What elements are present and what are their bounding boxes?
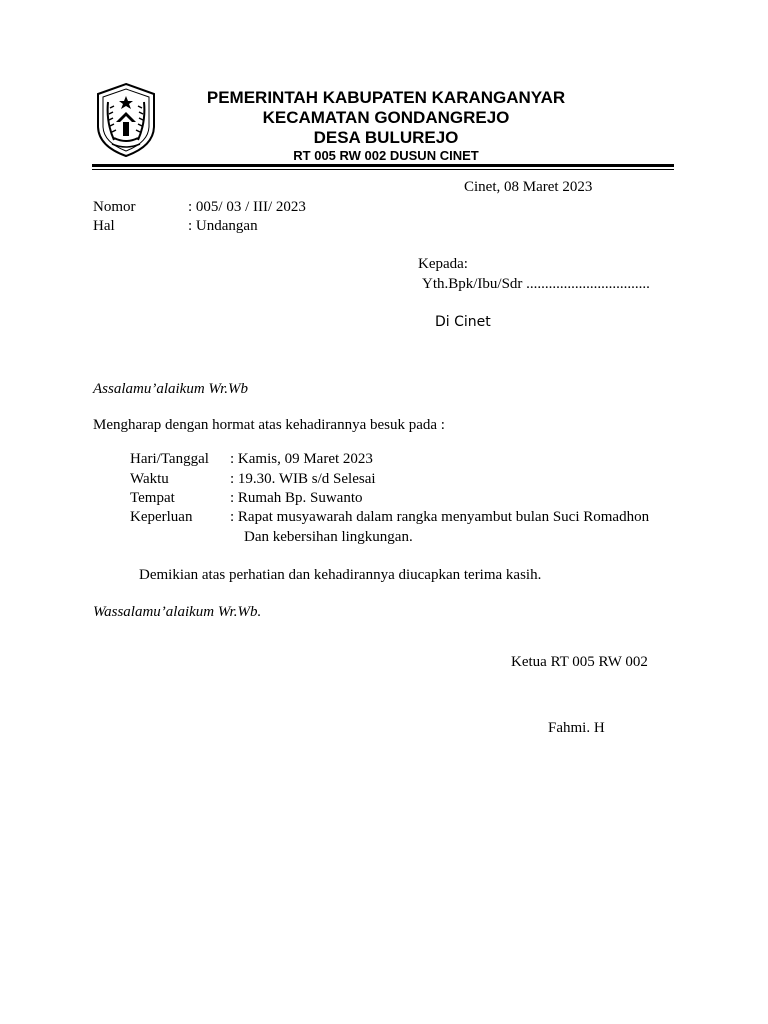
- nomor-value: : 005/ 03 / III/ 2023: [188, 199, 306, 215]
- farewell: Wassalamu’alaikum Wr.Wb.: [93, 604, 262, 620]
- detail-value: : Rumah Bp. Suwanto: [230, 490, 363, 506]
- closing-paragraph: Demikian atas perhatian dan kehadirannya diucapkan terima kasih.: [139, 567, 542, 583]
- detail-label: Hari/Tanggal: [130, 451, 209, 467]
- letterhead-divider-thin: [92, 169, 674, 170]
- letterhead-line2: KECAMATAN GONDANGREJO: [262, 108, 510, 127]
- letterhead-line3: DESA BULUREJO: [313, 128, 459, 147]
- detail-continuation: Dan kebersihan lingkungan.: [244, 529, 413, 545]
- opening-paragraph: Mengharap dengan hormat atas kehadirannya besuk pada :: [93, 417, 445, 433]
- detail-label: Keperluan: [130, 509, 193, 525]
- detail-value: : Kamis, 09 Maret 2023: [230, 451, 373, 467]
- letterhead-line4: RT 005 RW 002 DUSUN CINET: [293, 148, 479, 163]
- hal-value: : Undangan: [188, 218, 258, 234]
- detail-label: Tempat: [130, 490, 175, 506]
- nomor-label: Nomor: [93, 199, 136, 215]
- detail-label: Waktu: [130, 471, 169, 487]
- letterhead-divider-thick: [92, 164, 674, 167]
- letterhead-line1: PEMERINTAH KABUPATEN KARANGANYAR: [206, 88, 566, 107]
- signature-title: Ketua RT 005 RW 002: [511, 654, 648, 670]
- regency-emblem-icon: [94, 82, 158, 158]
- recipient-kepada: Kepada:: [418, 256, 468, 272]
- signature-name: Fahmi. H: [548, 720, 605, 736]
- detail-value: : Rapat musyawarah dalam rangka menyambut bulan Suci Romadhon: [230, 509, 650, 525]
- hal-label: Hal: [93, 218, 115, 234]
- detail-value: : 19.30. WIB s/d Selesai: [230, 471, 376, 487]
- recipient-location: Di Cinet: [435, 314, 491, 330]
- letterhead: [186, 88, 586, 164]
- recipient-yth: Yth.Bpk/Ibu/Sdr .................................: [422, 276, 650, 292]
- place-date: Cinet, 08 Maret 2023: [464, 179, 593, 195]
- greeting: Assalamu’alaikum Wr.Wb: [93, 381, 248, 397]
